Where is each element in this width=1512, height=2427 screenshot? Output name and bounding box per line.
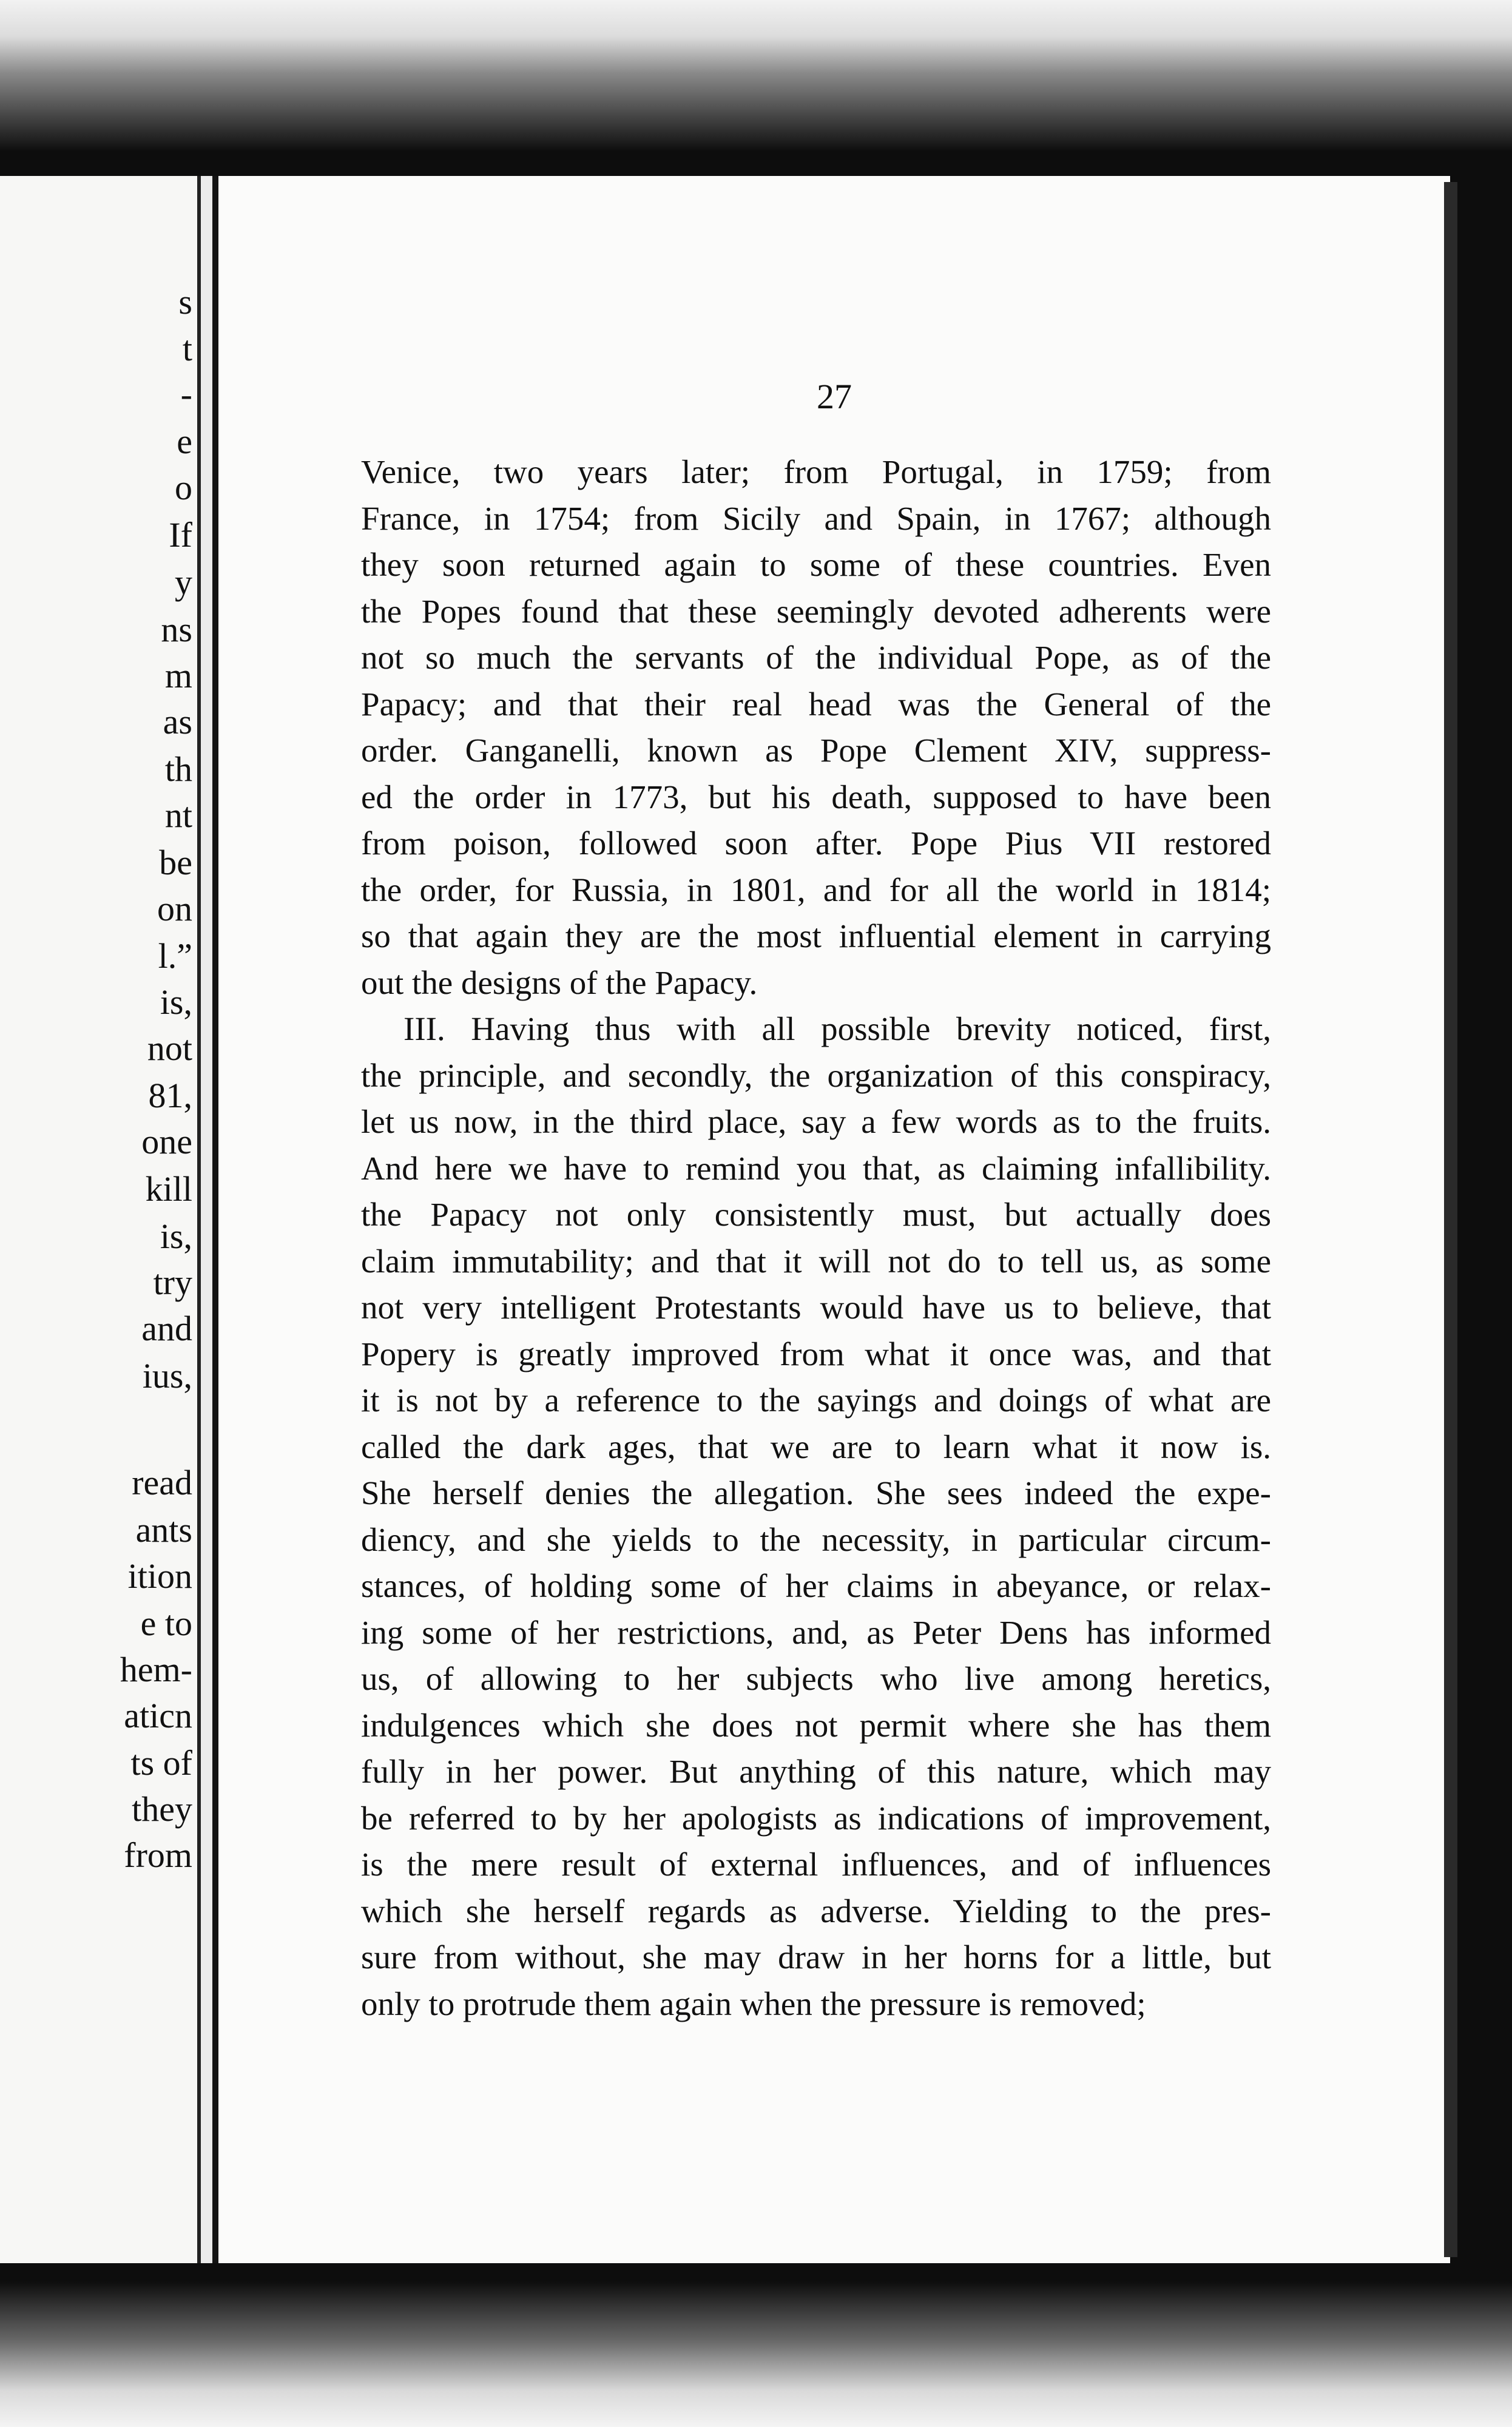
left-page-text-fragment: read bbox=[132, 1463, 192, 1502]
scan-top-band bbox=[0, 0, 1512, 152]
text-line: out the designs of the Papacy. bbox=[361, 964, 758, 1001]
left-page-text-fragment: e to bbox=[140, 1604, 192, 1643]
text-line: the order, for Russia, in 1801, and for all the world in 1814; bbox=[361, 871, 1271, 908]
left-page-text-fragment: ts of bbox=[130, 1743, 192, 1783]
text-line: claim immutability; and that it will not do to tell us, as some bbox=[361, 1242, 1271, 1280]
text-line: called the dark ages, that we are to learn what it now is. bbox=[361, 1428, 1271, 1465]
left-page-text-fragment: t bbox=[182, 329, 192, 368]
text-line: Venice, two years later; from Portugal, in 1759; from bbox=[361, 453, 1271, 490]
left-page-text-fragment: - bbox=[180, 374, 192, 414]
text-line: She herself denies the allegation. She sees indeed the expe- bbox=[361, 1474, 1271, 1511]
left-page-text-fragment: If bbox=[169, 515, 192, 555]
text-line: diency, and she yields to the necessity, in particular circum- bbox=[361, 1521, 1271, 1558]
text-line: stances, of holding some of her claims in abeyance, or relax- bbox=[361, 1567, 1271, 1604]
left-page-text-fragment: ants bbox=[135, 1510, 192, 1550]
left-page-text-fragment: ition bbox=[127, 1556, 192, 1596]
left-page-text-fragment: l.” bbox=[158, 936, 192, 976]
left-page-text-fragment: o bbox=[175, 468, 192, 507]
text-line: France, in 1754; from Sicily and Spain, in 1767; although bbox=[361, 499, 1271, 537]
body-text bbox=[361, 449, 1271, 2027]
book-gutter bbox=[197, 176, 213, 2263]
left-page-text-fragment: on bbox=[157, 889, 192, 928]
left-page-text-fragment: th bbox=[164, 749, 192, 789]
text-line: the Papacy not only consistently must, but actually does bbox=[361, 1196, 1271, 1233]
text-line: which she herself regards as adverse. Yielding to the pres- bbox=[361, 1892, 1271, 1929]
text-line: And here we have to remind you that, as claiming infallibility. bbox=[361, 1149, 1271, 1187]
left-page-text-fragment: ius, bbox=[142, 1356, 192, 1396]
right-page bbox=[212, 176, 1450, 2263]
left-page-text-fragment: aticn bbox=[124, 1696, 192, 1735]
left-page-text-fragment: be bbox=[159, 843, 192, 882]
text-line: ing some of her restrictions, and, as Peter Dens has informed bbox=[361, 1613, 1271, 1651]
text-line: ed the order in 1773, but his death, supposed to have been bbox=[361, 778, 1271, 815]
text-line: the principle, and secondly, the organization of this conspiracy, bbox=[361, 1056, 1271, 1094]
text-line: not very intelligent Protestants would have us to believe, that bbox=[361, 1289, 1271, 1326]
page-number: 27 bbox=[817, 377, 852, 416]
left-page bbox=[0, 176, 197, 2263]
left-page-text-fragment: is, bbox=[160, 1217, 192, 1256]
left-page-text-fragment: m bbox=[164, 656, 192, 695]
text-line: III. Having thus with all possible brevity noticed, first, bbox=[403, 1010, 1271, 1047]
text-line: fully in her power. But anything of this nature, which may bbox=[361, 1753, 1271, 1790]
text-line: only to protrude them again when the pressure is removed; bbox=[361, 1985, 1146, 2022]
left-page-text-fragment: is, bbox=[160, 982, 192, 1022]
text-line: they soon returned again to some of these countries. Even bbox=[361, 546, 1271, 583]
left-page-text-fragment: 81, bbox=[148, 1076, 192, 1115]
text-line: us, of allowing to her subjects who live among heretics, bbox=[361, 1660, 1271, 1697]
left-page-text-fragment: s bbox=[178, 282, 192, 322]
left-page-text-fragment: e bbox=[177, 422, 192, 461]
left-page-text-fragment: not bbox=[147, 1028, 192, 1068]
left-page-text-fragment: they bbox=[132, 1789, 192, 1829]
text-line: so that again they are the most influential element in carrying bbox=[361, 917, 1271, 954]
text-line: Papacy; and that their real head was the General of the bbox=[361, 685, 1271, 723]
left-page-text-fragment: nt bbox=[164, 795, 192, 835]
scan-bottom-band bbox=[0, 2281, 1512, 2427]
left-page-text-fragment: as bbox=[163, 702, 192, 741]
text-line: indulgences which she does not permit where she has them bbox=[361, 1706, 1271, 1744]
page-edge-shadow bbox=[1444, 182, 1457, 2257]
text-line: from poison, followed soon after. Pope Pius VII restored bbox=[361, 825, 1271, 862]
left-page-text-fragment: and bbox=[141, 1309, 192, 1348]
text-line: the Popes found that these seemingly devoted adherents were bbox=[361, 592, 1271, 630]
text-line: be referred to by her apologists as indications of improvement, bbox=[361, 1799, 1271, 1837]
left-page-text-fragment: y bbox=[175, 562, 192, 602]
text-line: order. Ganganelli, known as Pope Clement XIV, suppress- bbox=[361, 732, 1271, 769]
left-page-text-fragment: try bbox=[153, 1263, 192, 1302]
text-line: sure from without, she may draw in her horns for a little, but bbox=[361, 1939, 1271, 1976]
left-page-text-fragment: ns bbox=[161, 610, 192, 649]
text-line: let us now, in the third place, say a few words as to the fruits. bbox=[361, 1103, 1271, 1140]
text-line: it is not by a reference to the sayings and doings of what are bbox=[361, 1382, 1271, 1419]
left-page-text-fragment: kill bbox=[145, 1169, 192, 1209]
left-page-text-fragment: one bbox=[141, 1122, 192, 1161]
text-line: is the mere result of external influences, and of influences bbox=[361, 1846, 1271, 1883]
text-line: not so much the servants of the individual Pope, as of the bbox=[361, 639, 1271, 676]
text-line: Popery is greatly improved from what it once was, and that bbox=[361, 1335, 1271, 1372]
left-page-text-fragment: hem- bbox=[120, 1650, 192, 1689]
left-page-text-fragment: from bbox=[124, 1835, 192, 1875]
